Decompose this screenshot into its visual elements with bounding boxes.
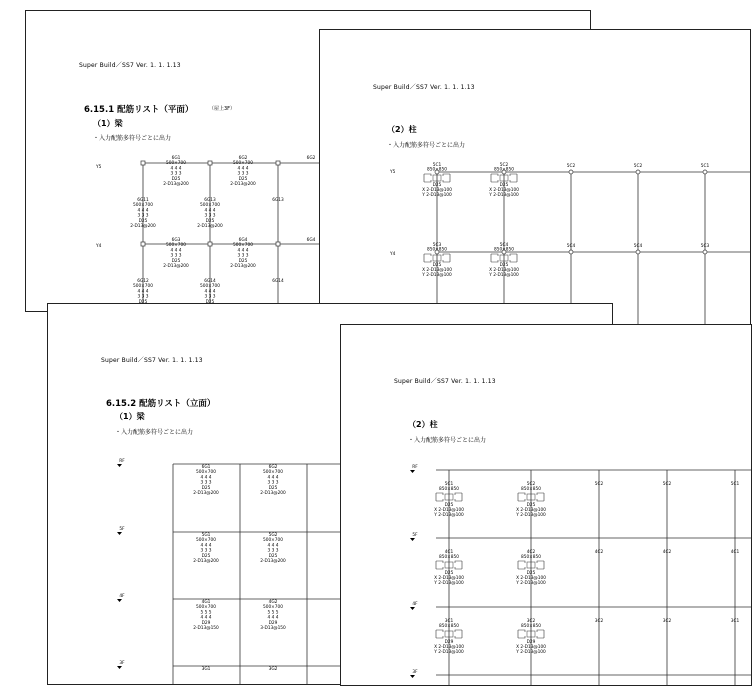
column-spec: D25 <box>499 263 509 268</box>
level-label: 4F <box>412 602 418 607</box>
column-spec: 850×850 <box>520 624 542 629</box>
column-label: 5C2 <box>633 164 643 169</box>
beam-5g1-name: 5G1 <box>201 533 211 538</box>
beam-4g1-spec: D29 <box>201 620 211 626</box>
level-marker-icon <box>410 607 415 610</box>
beam-6g1-name: 6G1 <box>171 156 181 161</box>
beam-4g2-spec: 3-D13@150 <box>260 626 286 631</box>
beam-6g12-spec: 500×700 <box>132 284 154 290</box>
beam-6g12-name: 6G12 <box>137 279 149 284</box>
column-label: 5C3 <box>700 244 710 249</box>
level-label: 4F <box>119 594 125 599</box>
beam-4g1-spec: 4 4 4 <box>200 615 212 621</box>
beam-6g13-spec: 3 3 3 <box>204 213 216 219</box>
section-note: （屋上3F） <box>209 106 236 112</box>
beam-6g11-spec: 3 3 3 <box>137 213 149 219</box>
section-bracket-right <box>537 630 544 638</box>
beam-5g1-spec: 2-D13@200 <box>193 559 219 564</box>
beam-3g1-name: 3G1 <box>201 667 211 672</box>
axis-label: Y4 <box>96 244 102 249</box>
beam-6g11-spec: 2-D13@200 <box>130 224 156 229</box>
section-bracket-right <box>443 174 450 182</box>
beam-6g13-name: 6G13 <box>204 198 216 203</box>
subsection-title: （2）柱 <box>387 125 417 134</box>
beam-5g2-spec: D25 <box>268 553 278 559</box>
column-spec: 850×850 <box>520 555 542 560</box>
section-title: 6.15.1 配筋リスト（平面） <box>84 105 194 115</box>
column-spec: Y 2-D13@100 <box>516 581 546 586</box>
section-bracket-left <box>491 254 498 262</box>
beam-6g11-spec: 4 4 4 <box>137 208 149 214</box>
output-note: ・入力配筋多符号ごとに出力 <box>115 429 194 436</box>
beam-6g13-spec: 2-D13@200 <box>197 224 223 229</box>
beam-6g1-spec: D25 <box>201 485 211 491</box>
beam-6g1-name: 6G1 <box>201 465 211 470</box>
column-spec: 850×850 <box>493 247 515 253</box>
column-spec: X 2-D13@100 <box>422 268 452 273</box>
beam-4g1-name: 4G1 <box>201 600 211 605</box>
beam-6g3-spec: 500×700 <box>165 243 187 249</box>
column-spec: Y 2-D13@100 <box>489 193 519 198</box>
beam-6g2-spec: 4 4 4 <box>237 166 249 172</box>
column-spec: X 2-D13@100 <box>516 508 546 513</box>
section-bracket-left <box>436 630 443 638</box>
beam-4g2-spec: 500×700 <box>262 605 284 611</box>
beam-6g2-spec: D25 <box>268 485 278 491</box>
beam-5g1-spec: 4 4 4 <box>200 543 212 549</box>
beam-6g1-spec: 500×700 <box>195 470 217 476</box>
beam-6g4-spec: 2-D13@200 <box>230 264 256 269</box>
document-page-column-plan <box>319 29 751 331</box>
beam-5g2-spec: 500×700 <box>262 538 284 544</box>
section-bracket-left <box>436 561 443 569</box>
column-name: 5C1 <box>444 482 454 487</box>
column-plan-drawing <box>320 30 750 330</box>
column-node <box>703 170 707 174</box>
beam-5g1-spec: 500×700 <box>195 538 217 544</box>
beam-6g1-spec: 4 4 4 <box>170 166 182 172</box>
output-note: ・入力配筋多符号ごとに出力 <box>387 142 466 149</box>
beam-6g1-spec: 2-D13@200 <box>163 182 189 187</box>
beam-6g14-spec: 500×700 <box>199 284 221 290</box>
beam-6g4-spec: D25 <box>238 258 248 264</box>
beam-6g1-spec: 4 4 4 <box>200 475 212 481</box>
grid-node <box>276 161 280 165</box>
page-header: Super Build／SS7 Ver. 1. 1. 1.13 <box>394 378 496 385</box>
beam-6g2-spec: 500×700 <box>232 161 254 167</box>
column-spec: Y 2-D13@100 <box>434 581 464 586</box>
column-name: 3C2 <box>526 619 536 624</box>
beam-6g1-spec: 3 3 3 <box>170 171 182 177</box>
beam-6g12-spec: 3 3 3 <box>137 294 149 300</box>
beam-6g1-spec: 500×700 <box>165 161 187 167</box>
beam-5g1-spec: 3 3 3 <box>200 548 212 554</box>
beam-6g11-spec: 500×700 <box>132 203 154 209</box>
column-spec: 850×850 <box>438 487 460 492</box>
column-label: 3C2 <box>594 619 604 624</box>
beam-6g3-spec: 2-D13@200 <box>163 264 189 269</box>
beam-6g3-spec: D25 <box>171 258 181 264</box>
column-spec: 850×850 <box>438 624 460 629</box>
column-spec: D25 <box>499 183 509 188</box>
column-spec: Y 2-D13@100 <box>489 273 519 278</box>
section-bracket-right <box>455 561 462 569</box>
column-spec: D25 <box>526 503 536 508</box>
edge-beam-label: 6G4 <box>306 238 316 243</box>
column-label: 5C2 <box>594 482 604 487</box>
beam-6g11-spec: D25 <box>138 218 148 224</box>
section-title: 6.15.2 配筋リスト（立面） <box>106 399 216 409</box>
column-spec: Y 2-D13@100 <box>422 273 452 278</box>
column-spec: D25 <box>526 571 536 576</box>
beam-6g1-spec: D25 <box>171 176 181 182</box>
level-marker-icon <box>410 538 415 541</box>
column-spec: X 2-D13@100 <box>434 645 464 650</box>
level-marker-icon <box>410 675 415 678</box>
column-spec: 850×850 <box>426 247 448 253</box>
section-bracket-right <box>537 561 544 569</box>
level-label: 3F <box>412 670 418 675</box>
column-label: 5C2 <box>566 164 576 169</box>
beam-6g13-spec: 500×700 <box>199 203 221 209</box>
section-bracket-left <box>491 174 498 182</box>
level-marker-icon <box>117 666 122 669</box>
beam-6g4-spec: 500×700 <box>232 243 254 249</box>
beam-4g1-spec: 5 5 5 <box>200 610 212 616</box>
column-node <box>569 250 573 254</box>
beam-4g2-spec: D29 <box>268 620 278 626</box>
column-spec: D25 <box>444 503 454 508</box>
column-label: 3C2 <box>662 619 672 624</box>
column-spec: 850×850 <box>426 167 448 173</box>
subsection-title: （2）柱 <box>408 420 438 429</box>
subsection-title: （1）梁 <box>115 412 145 421</box>
beam-6g13-spec: 4 4 4 <box>204 208 216 214</box>
grid-node <box>276 242 280 246</box>
beam-5g1-spec: D25 <box>201 553 211 559</box>
column-name: 5C2 <box>499 163 509 168</box>
column-node <box>636 250 640 254</box>
column-name: 4C1 <box>444 550 454 555</box>
beam-6g3-spec: 3 3 3 <box>170 253 182 259</box>
column-name: 5C2 <box>526 482 536 487</box>
level-label: 5F <box>119 527 125 532</box>
document-page-column-elevation <box>340 324 752 686</box>
column-spec: Y 2-D13@100 <box>434 650 464 655</box>
column-spec: 850×850 <box>520 487 542 492</box>
column-label: 4C2 <box>594 550 604 555</box>
beam-4g1-spec: 2-D13@150 <box>193 626 219 631</box>
level-label: RF <box>412 465 418 470</box>
column-label: 5C1 <box>700 164 710 169</box>
column-spec: X 2-D13@100 <box>434 508 464 513</box>
beam-5g2-spec: 4 4 4 <box>267 543 279 549</box>
column-spec: X 2-D13@100 <box>422 188 452 193</box>
section-bracket-left <box>424 174 431 182</box>
column-spec: X 2-D13@100 <box>516 645 546 650</box>
column-spec: X 2-D13@100 <box>516 576 546 581</box>
page-header: Super Build／SS7 Ver. 1. 1. 1.13 <box>373 84 475 91</box>
column-spec: 850×850 <box>493 167 515 173</box>
beam-6g3-name: 6G3 <box>171 238 181 243</box>
column-spec: D25 <box>432 183 442 188</box>
column-label: 5C4 <box>633 244 643 249</box>
column-spec: Y 2-D13@100 <box>422 193 452 198</box>
beam-6g2-name: 6G2 <box>268 465 278 470</box>
column-name: 5C3 <box>432 243 442 248</box>
beam-4g2-spec: 4 4 4 <box>267 615 279 621</box>
column-spec: Y 2-D13@100 <box>434 513 464 518</box>
grid-node <box>208 242 212 246</box>
column-node <box>569 170 573 174</box>
level-marker-icon <box>117 599 122 602</box>
beam-6g2-spec: 4 4 4 <box>267 475 279 481</box>
level-marker-icon <box>117 532 122 535</box>
section-bracket-right <box>455 493 462 501</box>
beam-6g2-spec: 2-D13@200 <box>260 491 286 496</box>
level-label: 5F <box>412 533 418 538</box>
column-spec: X 2-D13@100 <box>489 268 519 273</box>
output-note: ・入力配筋多符号ごとに出力 <box>408 437 487 444</box>
beam-6g3-spec: 4 4 4 <box>170 248 182 254</box>
level-marker-icon <box>410 470 415 473</box>
section-bracket-right <box>455 630 462 638</box>
column-spec: D25 <box>444 571 454 576</box>
section-bracket-left <box>424 254 431 262</box>
column-label: 5C2 <box>662 482 672 487</box>
column-label: 5C4 <box>566 244 576 249</box>
edge-beam-label: 6G14 <box>272 279 284 284</box>
beam-5g2-name: 5G2 <box>268 533 278 538</box>
section-bracket-left <box>518 561 525 569</box>
page-header: Super Build／SS7 Ver. 1. 1. 1.13 <box>101 357 203 364</box>
level-label: 3F <box>119 661 125 666</box>
grid-node <box>141 242 145 246</box>
beam-4g1-spec: 500×700 <box>195 605 217 611</box>
beam-4g2-name: 4G2 <box>268 600 278 605</box>
beam-5g2-spec: 2-D13@200 <box>260 559 286 564</box>
beam-3g2-name: 3G2 <box>268 667 278 672</box>
beam-6g14-spec: 3 3 3 <box>204 294 216 300</box>
edge-beam-label: 6G13 <box>272 198 284 203</box>
column-node <box>636 170 640 174</box>
section-bracket-right <box>510 174 517 182</box>
column-spec: X 2-D13@100 <box>489 188 519 193</box>
beam-6g2-spec: 2-D13@200 <box>230 182 256 187</box>
beam-6g14-name: 6G14 <box>204 279 216 284</box>
column-elevation-drawing <box>341 325 751 685</box>
column-name: 4C2 <box>526 550 536 555</box>
beam-6g2-name: 6G2 <box>238 156 248 161</box>
edge-beam-label: 6G2 <box>306 156 316 161</box>
beam-6g1-spec: 2-D13@200 <box>193 491 219 496</box>
column-spec: D25 <box>432 263 442 268</box>
section-bracket-right <box>510 254 517 262</box>
section-bracket-right <box>537 493 544 501</box>
axis-label: Y5 <box>390 170 396 175</box>
section-bracket-left <box>518 493 525 501</box>
column-label: 4C1 <box>730 550 740 555</box>
column-label: 3C1 <box>730 619 740 624</box>
column-spec: Y 2-D13@100 <box>516 513 546 518</box>
beam-6g12-spec: 4 4 4 <box>137 289 149 295</box>
beam-6g4-spec: 3 3 3 <box>237 253 249 259</box>
beam-6g4-name: 6G4 <box>238 238 248 243</box>
page-header: Super Build／SS7 Ver. 1. 1. 1.13 <box>79 62 181 69</box>
column-spec: D29 <box>444 640 454 645</box>
axis-label: Y5 <box>96 165 102 170</box>
column-spec: Y 2-D13@100 <box>516 650 546 655</box>
column-label: 5C1 <box>730 482 740 487</box>
column-name: 5C1 <box>432 163 442 168</box>
beam-6g2-spec: 500×700 <box>262 470 284 476</box>
column-label: 4C2 <box>662 550 672 555</box>
section-bracket-left <box>518 630 525 638</box>
section-bracket-left <box>436 493 443 501</box>
beam-6g1-spec: 3 3 3 <box>200 480 212 486</box>
column-spec: D29 <box>526 640 536 645</box>
beam-6g11-name: 6G11 <box>137 198 149 203</box>
column-name: 3C1 <box>444 619 454 624</box>
axis-label: Y4 <box>390 252 396 257</box>
beam-6g4-spec: 4 4 4 <box>237 248 249 254</box>
section-bracket-right <box>443 254 450 262</box>
beam-6g14-spec: 4 4 4 <box>204 289 216 295</box>
beam-6g2-spec: D25 <box>238 176 248 182</box>
output-note: ・入力配筋多符号ごとに出力 <box>93 135 172 142</box>
beam-5g2-spec: 3 3 3 <box>267 548 279 554</box>
beam-6g2-spec: 3 3 3 <box>237 171 249 177</box>
column-name: 5C4 <box>499 243 509 248</box>
level-marker-icon <box>117 464 122 467</box>
column-node <box>703 250 707 254</box>
grid-node <box>141 161 145 165</box>
level-label: RF <box>119 459 125 464</box>
grid-node <box>208 161 212 165</box>
beam-6g13-spec: D25 <box>205 218 215 224</box>
column-spec: X 2-D13@100 <box>434 576 464 581</box>
column-spec: 850×850 <box>438 555 460 560</box>
beam-4g2-spec: 5 5 5 <box>267 610 279 616</box>
subsection-title: （1）梁 <box>93 119 123 128</box>
beam-6g2-spec: 3 3 3 <box>267 480 279 486</box>
